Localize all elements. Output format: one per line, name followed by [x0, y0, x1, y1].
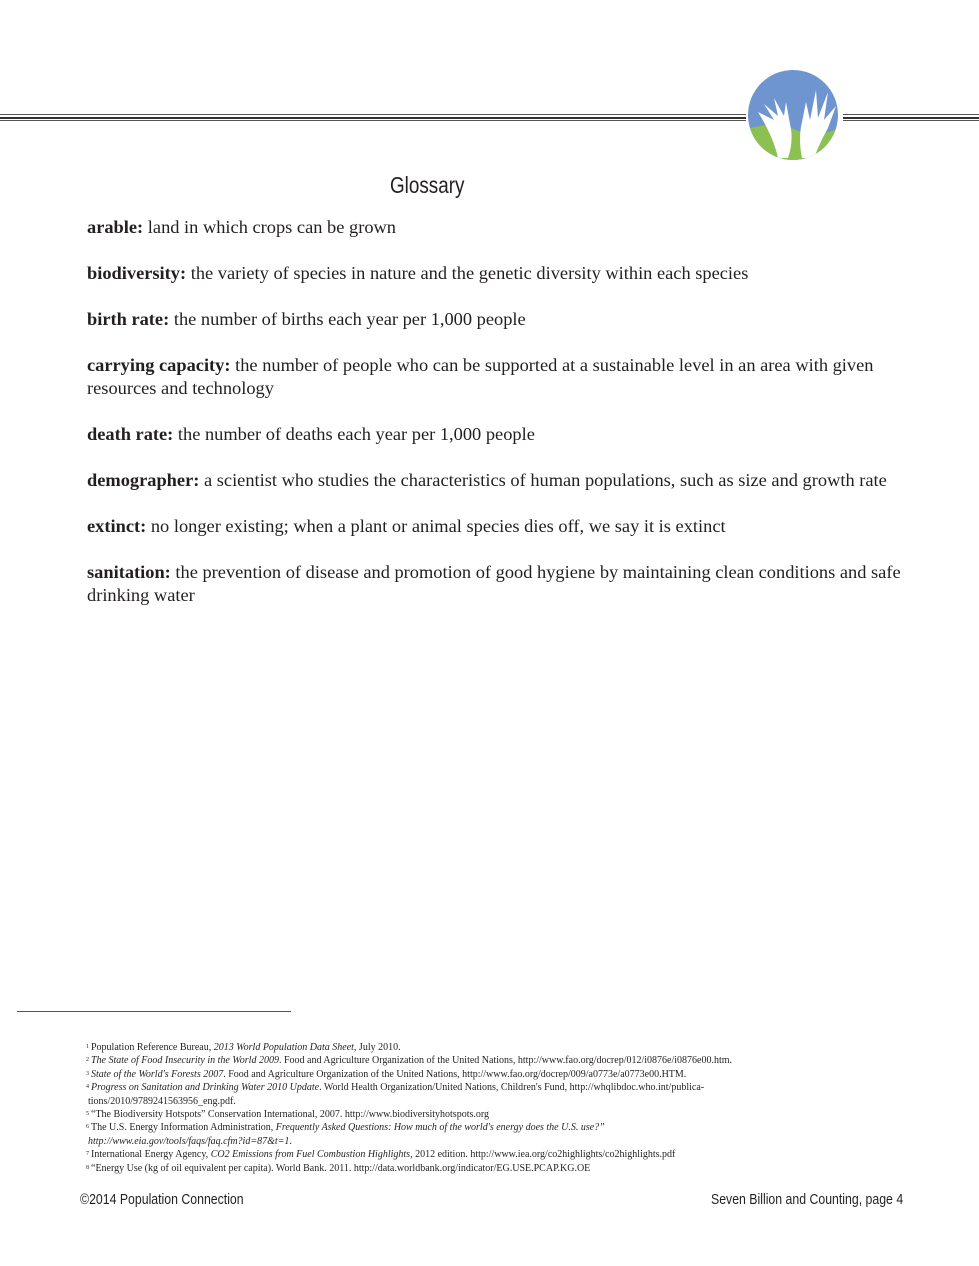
- glossary-definition: the number of deaths each year per 1,000 people: [177, 424, 535, 444]
- glossary-definition: the prevention of disease and promotion of good hygiene by maintaining clean conditions and safe drinking water: [87, 562, 901, 605]
- footnote: $^5$ “The Biodiversity Hotspots” Conservation International, 2007. http://www.biodiversityhotspots.org: [86, 1109, 490, 1121]
- glossary-entry: [87, 308, 902, 331]
- glossary-definition: no longer existing; when a plant or animal species dies off, we say it is extinct: [150, 516, 726, 536]
- footnote: $^4$ Progress on Sanitation and Drinking Water 2010 Update. World Health Organization/United Nations, Children's Fund, http://whqlibdoc.who.int/publica-: [86, 1082, 705, 1094]
- footnote: $^3$ State of the World's Forests 2007. Food and Agriculture Organization of the United Nations, http://www.fao.org/docrep/009/a0773e/a0773e00.HTM.: [86, 1068, 687, 1080]
- footnote: http://www.eia.gov/tools/faqs/faq.cfm?id=87&t=1.: [88, 1135, 292, 1147]
- footnotes: [86, 1041, 846, 1175]
- glossary-entry: [87, 515, 902, 538]
- glossary-definition: the number of births each year per 1,000 people: [173, 309, 526, 329]
- glossary-term: demographer:: [87, 470, 200, 490]
- page-title: Glossary: [390, 172, 465, 198]
- glossary-term: extinct:: [87, 516, 147, 536]
- footer-page-number: Seven Billion and Counting, page 4: [711, 1191, 904, 1208]
- footnote: $^8$ “Energy Use (kg of oil equivalent per capita). World Bank. 2011. http://data.worldbank.org/indicator/EG.USE.PCAP.KG.OE: [86, 1162, 591, 1174]
- footnote: $^6$ The U.S. Energy Information Administration, Frequently Asked Questions: How much of the world's energy does the U.S. use?”: [86, 1122, 605, 1134]
- footnote: $^1$ Population Reference Bureau, 2013 World Population Data Sheet, July 2010.: [86, 1042, 401, 1053]
- glossary-term: death rate:: [87, 424, 174, 444]
- glossary-entry: [87, 216, 902, 239]
- glossary-term: sanitation:: [87, 562, 171, 582]
- glossary-list: [87, 216, 902, 630]
- glossary-definition: the number of people who can be supported at a sustainable level in an area with given resources and technology: [87, 355, 874, 398]
- header-rule-right: [843, 114, 979, 121]
- footnote-divider: [17, 1011, 291, 1012]
- glossary-entry: [87, 262, 902, 285]
- glossary-entry: [87, 423, 902, 446]
- glossary-term: biodiversity:: [87, 263, 187, 283]
- footnote: $^2$ The State of Food Insecurity in the World 2009. Food and Agriculture Organization of the United Nations, http://www.fao.org/docrep/012/i0876e/i0876e00.htm.: [86, 1055, 733, 1067]
- glossary-definition: a scientist who studies the characteristics of human populations, such as size and growth rate: [203, 470, 887, 490]
- glossary-term: birth rate:: [87, 309, 170, 329]
- footer-copyright: ©2014 Population Connection: [80, 1191, 244, 1208]
- footnote: $^7$ International Energy Agency, CO2 Emissions from Fuel Combustion Highlights, 2012 edition. http://www.iea.org/co2highlights/co2highlights.pdf: [86, 1149, 676, 1161]
- glossary-entry: [87, 469, 902, 492]
- glossary-term: carrying capacity:: [87, 355, 231, 375]
- header-rule-left: [0, 114, 746, 121]
- glossary-definition: the variety of species in nature and the genetic diversity within each species: [190, 263, 749, 283]
- glossary-entry: [87, 354, 902, 400]
- raised-hands-globe-icon: [744, 68, 842, 162]
- footnote: tions/2010/9789241563956_eng.pdf.: [88, 1095, 236, 1107]
- glossary-term: arable:: [87, 217, 144, 237]
- glossary-definition: land in which crops can be grown: [147, 217, 396, 237]
- glossary-entry: [87, 561, 902, 607]
